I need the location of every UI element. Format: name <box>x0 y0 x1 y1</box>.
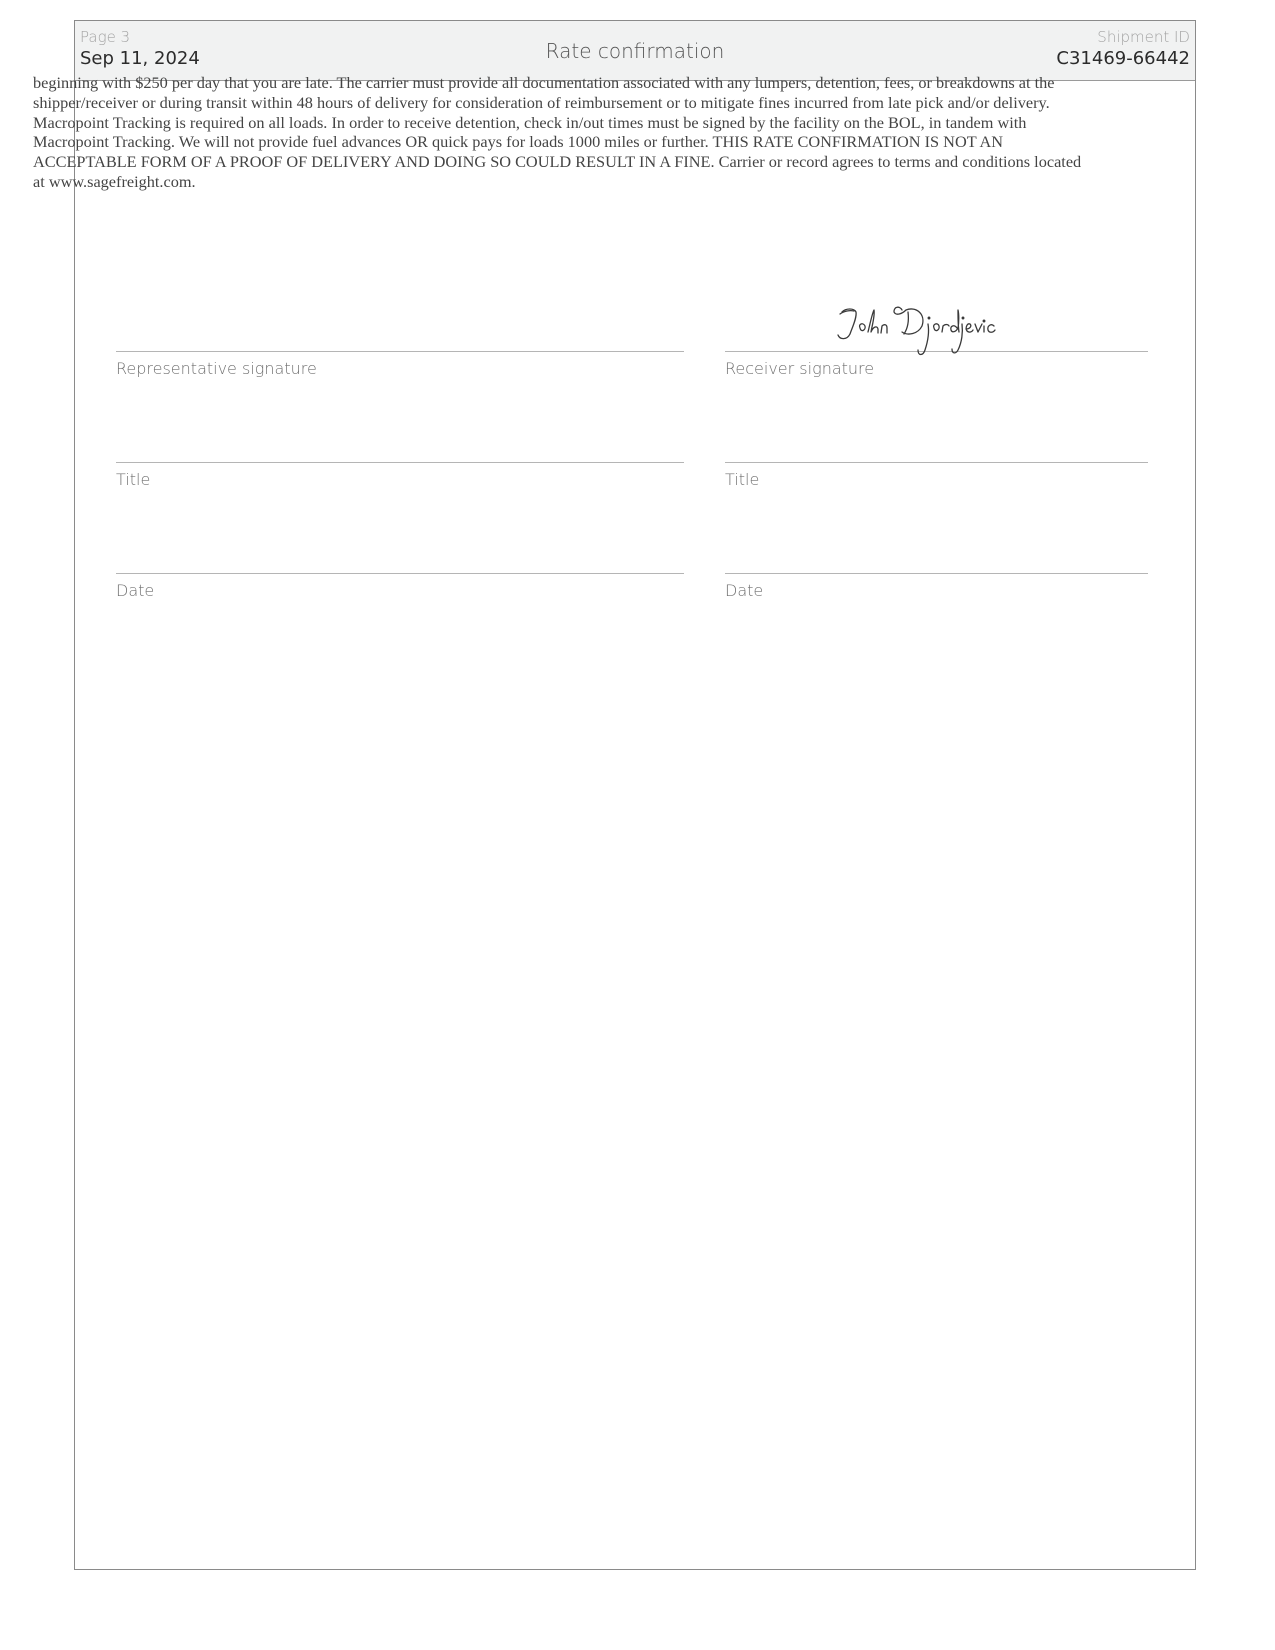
representative-signature-label: Representative signature <box>116 359 317 378</box>
receiver-date-line[interactable] <box>725 573 1148 574</box>
receiver-handwritten-signature <box>832 302 1002 360</box>
terms-paragraph: beginning with $250 per day that you are late. The carrier must provide all documentation associated with any lumpers, detention, fees, or breakdowns at the shipper/receiver or during transit within 48 hours of delivery for consideration of reimbursement or to mitigate fines incurred from late pick and/or delivery. Macropoint Tracking is required on all loads. In order to receive detention, check in/out times must be signed by the facility on the BOL, in tandem with Macropoint Tracking. We will not provide fuel advances OR quick pays for loads 1000 miles or further. THIS RATE CONFIRMATION IS NOT AN ACCEPTABLE FORM OF A PROOF OF DELIVERY AND DOING SO COULD RESULT IN A FINE. Carrier or record agrees to terms and conditions located at www.sagefreight.com. <box>33 73 1082 191</box>
representative-signature-line[interactable] <box>116 351 684 352</box>
shipment-id-value: C31469-66442 <box>1056 48 1190 69</box>
page-header <box>75 21 1195 81</box>
representative-title-label: Title <box>116 470 151 489</box>
receiver-date-label: Date <box>725 581 764 600</box>
representative-date-label: Date <box>116 581 155 600</box>
receiver-title-line[interactable] <box>725 462 1148 463</box>
receiver-title-label: Title <box>725 470 760 489</box>
document-date: Sep 11, 2024 <box>80 48 200 69</box>
receiver-signature-label: Receiver signature <box>725 359 875 378</box>
page-number: Page 3 <box>80 28 131 46</box>
shipment-id-label: Shipment ID <box>1097 28 1190 46</box>
header-right <box>1056 28 1190 72</box>
representative-title-line[interactable] <box>116 462 684 463</box>
representative-date-line[interactable] <box>116 573 684 574</box>
document-title: Rate confirmation <box>545 39 725 63</box>
page-frame <box>74 20 1196 1570</box>
